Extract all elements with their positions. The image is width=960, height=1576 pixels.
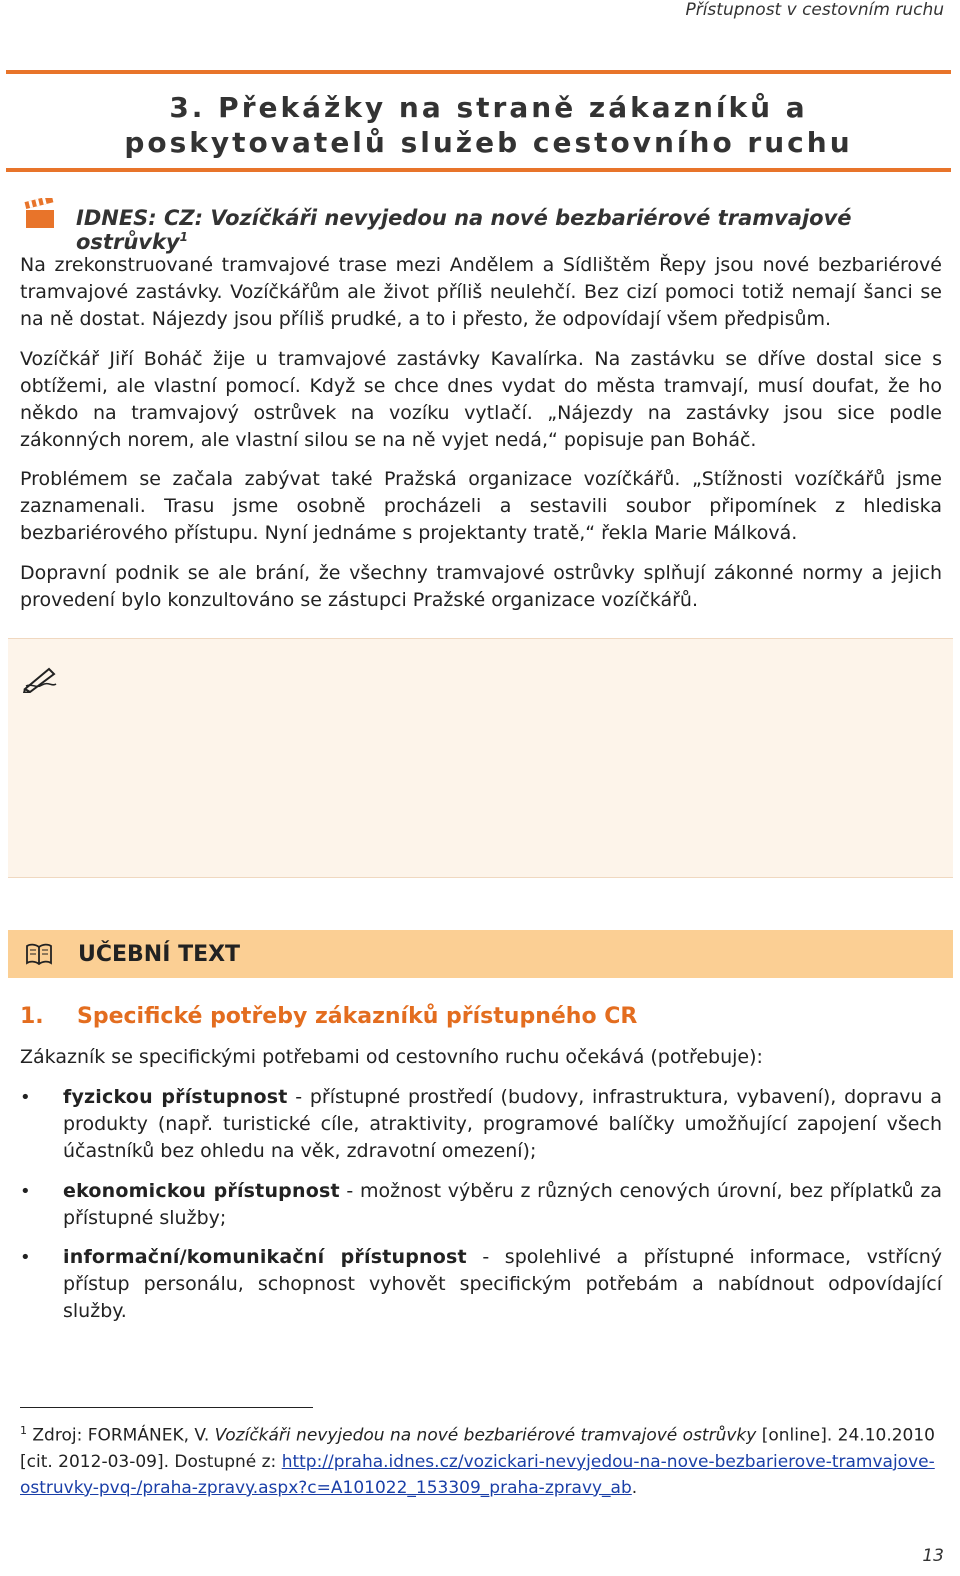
intro-paragraph: Zákazník se specifickými potřebami od cestovního ruchu očekává (potřebuje):	[20, 1046, 763, 1068]
list-item-information	[63, 1244, 942, 1325]
footnote-divider	[20, 1407, 313, 1408]
section-heading	[20, 1004, 637, 1029]
section-title: Specifické potřeby zákazníků přístupného CR	[77, 1004, 638, 1029]
case-paragraph-1: Na zrekonstruované tramvajové trase mezi Andělem a Sídlištěm Řepy jsou nové bezbariérové tramvajové zastávky. Vozíčkářům ale život příliš neulehčí. Bez cizí pomoci totiž nemají šanci se na ně dostat. Nájezdy jsou příliš prudké, a to i přesto, že odpovídají všem předpisům.	[20, 254, 942, 330]
list-item-term: ekonomickou přístupnost	[63, 1180, 340, 1202]
footnote-suffix: .	[631, 1477, 638, 1498]
study-text-bar	[8, 930, 953, 978]
case-paragraph-4: Dopravní podnik se ale brání, že všechny tramvajové ostrůvky splňují zákonné normy a jejich provedení bylo konzultováno se zástupci Pražské organizace vozíčkářů.	[20, 562, 942, 611]
case-paragraph-2: Vozíčkář Jiří Boháč žije u tramvajové zastávky Kavalírka. Na zastávku se dříve dostal sice s obtížemi, ale vlastní pomocí. Když se chce dnes vydat do města tramvají, musí doufat, že ho někdo na tramvajový ostrůvek na vozíku vytlačí. „Nájezdy na zastávky jsou sice podle zákonných norem, ale vlastní silou se na ně vyjet nedá,“ popisuje pan Boháč.	[20, 348, 942, 451]
case-paragraph-3: Problémem se začala zabývat také Pražská organizace vozíčkářů. „Stížnosti vozíčkářů jsme zaznamenali. Trasu jsme osobně procházeli a sestavili soubor připomínek z hlediska bezbariérového přístupu. Nyní jednáme s projektanty tratě,“ řekla Marie Málková.	[20, 468, 942, 544]
running-header: Přístupnost v cestovním ruchu	[685, 0, 944, 20]
case-study-title-text: IDNES: CZ: Vozíčkáři nevyjedou na nové bezbariérové tramvajové ostrůvky	[76, 206, 852, 254]
list-item-text: - možnost výběru z různých cenových úrovní, bez příplatků za přístupné služby;	[63, 1180, 942, 1229]
bullet-marker: •	[20, 1181, 31, 1202]
footnote-ref[interactable]: 1	[179, 230, 188, 244]
list-item-text: - spolehlivé a přístupné informace, vstřícný přístup personálu, schopnost vyhovět specifickým potřebám a nabídnout odpovídající služby.	[63, 1246, 942, 1322]
section-number: 1.	[20, 1004, 44, 1029]
bullet-marker: •	[20, 1247, 31, 1268]
clapperboard-icon	[24, 198, 56, 230]
open-book-icon	[26, 943, 52, 965]
note-area[interactable]	[8, 638, 953, 878]
list-item-term: informační/komunikační přístupnost	[63, 1246, 467, 1268]
footnote-title: Vozíčkáři nevyjedou na nové bezbariérové tramvajové ostrůvky	[214, 1425, 757, 1446]
bullet-marker: •	[20, 1087, 31, 1108]
footnote	[20, 1418, 942, 1501]
footnote-middle: [online]. 24.10.2010 [cit. 2012-03-09]. Dostupné z:	[20, 1425, 935, 1472]
list-item-physical	[63, 1084, 942, 1165]
page-number: 13	[922, 1546, 944, 1566]
study-text-label: UČEBNÍ TEXT	[78, 942, 241, 967]
footnote-number: 1	[20, 1424, 27, 1437]
list-item-economic	[63, 1178, 942, 1232]
case-study-title	[76, 206, 960, 254]
chapter-title: 3. Překážky na straně zákazníků a poskytovatelů služeb cestovního ruchu	[124, 91, 853, 159]
footnote-link[interactable]: http://praha.idnes.cz/vozickari-nevyjedou-na-nove-bezbarierove-tramvajove-ostruvky-pvq-/praha-zpravy.aspx?c=A101022_153309_praha-zpravy_ab	[20, 1451, 935, 1498]
list-item-term: fyzickou přístupnost	[63, 1086, 288, 1108]
footnote-prefix: Zdroj: FORMÁNEK, V.	[27, 1425, 215, 1446]
chapter-title-box	[6, 70, 951, 172]
pen-writing-icon	[22, 665, 58, 693]
list-item-text: - přístupné prostředí (budovy, infrastruktura, vybavení), dopravu a produkty (např. turistické cíle, atraktivity, programové balíčky umožňující zapojení všech účastníků bez ohledu na věk, zdravotní omezení);	[63, 1086, 942, 1162]
